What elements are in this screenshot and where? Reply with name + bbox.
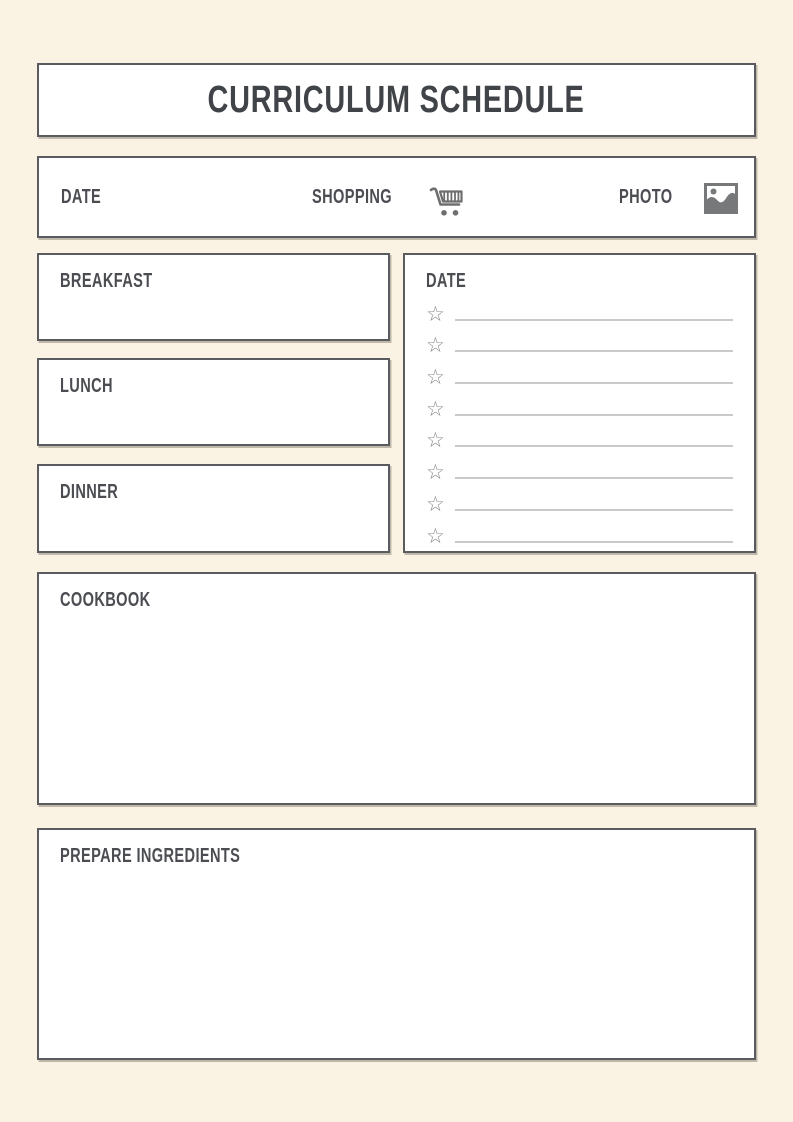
checklist-row (426, 451, 733, 483)
star-outline-icon: ☆ (426, 460, 445, 485)
checklist-write-line[interactable] (455, 414, 733, 416)
checklist-write-line[interactable] (455, 350, 733, 352)
prepare-ingredients-label: PREPARE INGREDIENTS (60, 845, 241, 867)
star-outline-icon: ☆ (426, 301, 445, 326)
checklist-write-line[interactable] (455, 445, 733, 447)
star-outline-icon: ☆ (426, 491, 445, 516)
checklist-write-line[interactable] (455, 509, 733, 511)
checklist-row (426, 325, 733, 357)
checklist-row (426, 483, 733, 515)
checklist-row (426, 356, 733, 388)
checklist-write-line[interactable] (455, 477, 733, 479)
checklist-row (426, 388, 733, 420)
dinner-section[interactable] (37, 464, 390, 553)
photo-icon (704, 183, 738, 214)
cookbook-section[interactable] (37, 572, 756, 805)
date-checklist-section (403, 253, 756, 553)
date-field[interactable] (61, 158, 116, 236)
star-outline-icon: ☆ (426, 428, 445, 453)
lunch-section[interactable] (37, 358, 390, 446)
star-outline-icon: ☆ (426, 523, 445, 548)
shopping-label: SHOPPING (312, 185, 392, 208)
checklist-write-line[interactable] (455, 319, 733, 321)
cookbook-label: COOKBOOK (60, 589, 151, 611)
lunch-label: LUNCH (60, 375, 113, 397)
star-outline-icon: ☆ (426, 333, 445, 358)
date-label: DATE (61, 185, 102, 208)
checklist-row (426, 293, 733, 325)
info-bar (37, 156, 756, 238)
star-outline-icon: ☆ (426, 365, 445, 390)
checklist-row (426, 515, 733, 547)
shopping-field[interactable] (312, 158, 464, 236)
dinner-label: DINNER (60, 481, 119, 503)
checklist-row (426, 420, 733, 452)
checklist-heading: DATE (426, 270, 467, 292)
checklist-rows (426, 293, 733, 547)
page-title: CURRICULUM SCHEDULE (207, 79, 586, 121)
prepare-ingredients-section[interactable] (37, 828, 756, 1060)
star-outline-icon: ☆ (426, 396, 445, 421)
breakfast-section[interactable] (37, 253, 390, 341)
breakfast-label: BREAKFAST (60, 270, 153, 292)
checklist-write-line[interactable] (455, 541, 733, 543)
photo-label: PHOTO (618, 185, 673, 208)
title-box (37, 63, 756, 137)
checklist-write-line[interactable] (455, 382, 733, 384)
photo-field[interactable] (619, 158, 738, 236)
shopping-cart-icon (428, 185, 464, 218)
